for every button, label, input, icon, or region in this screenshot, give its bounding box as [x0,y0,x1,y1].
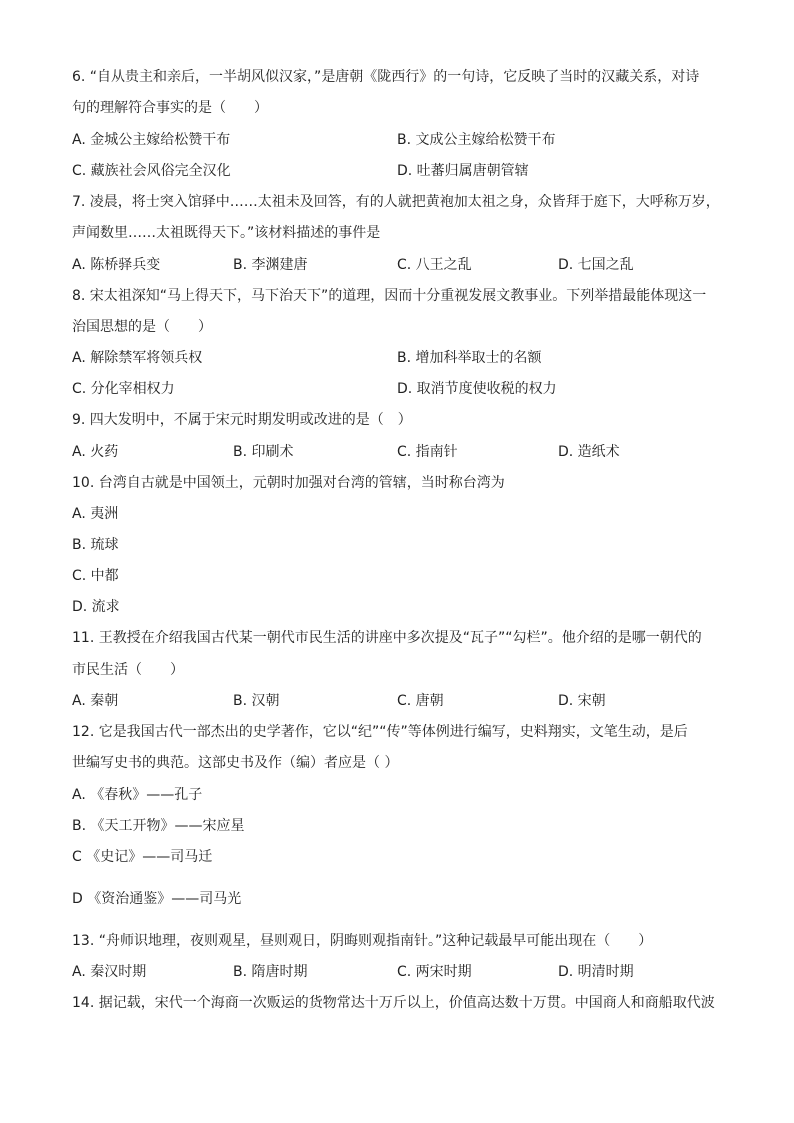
question-7-stem: 7. 凌晨，将士突入馆驿中……太祖未及回答，有的人就把黄袍加太祖之身，众皆拜于庭下，大呼称万岁， [72,194,720,210]
question-8-option-d: D. 取消节度使收税的权力 [397,381,557,397]
question-10-stem: 10. 台湾自古就是中国领土，元朝时加强对台湾的管辖，当时称台湾为 [72,475,505,491]
question-11-option-c: C. 唐朝 [397,693,444,709]
question-9-stem: 9. 四大发明中，不属于宋元时期发明或改进的是（ ） [72,412,412,428]
question-11-stem: 11. 王教授在介绍我国古代某一朝代市民生活的讲座中多次提及“瓦子”“勾栏”。他介绍的是哪一朝代的 [72,630,702,646]
question-12-option-b: B. 《天工开物》——宋应星 [72,818,245,834]
question-10-option-a: A. 夷洲 [72,506,119,522]
question-6-stem: 6. “自从贵主和亲后，一半胡风似汉家，”是唐朝《陇西行》的一句诗，它反映了当时的汉藏关系，对诗 [72,69,700,85]
question-11-option-a: A. 秦朝 [72,693,119,709]
question-8-option-a: A. 解除禁军将领兵权 [72,350,203,366]
question-12-stem: 12. 它是我国古代一部杰出的史学著作，它以“纪”“传”等体例进行编写，史料翔实，文笔生动，是后 [72,724,688,740]
question-7-option-b: B. 李渊建唐 [233,257,308,273]
question-12-stem-cont: 世编写史书的典范。这部史书及作（编）者应是（ ） [72,755,399,771]
question-6-option-b: B. 文成公主嫁给松赞干布 [397,132,556,148]
question-9-option-b: B. 印刷术 [233,444,294,460]
question-13-option-a: A. 秦汉时期 [72,964,147,980]
question-6-option-a: A. 金城公主嫁给松赞干布 [72,132,231,148]
question-8-stem: 8. 宋太祖深知“马上得天下，马下治天下”的道理，因而十分重视发展文教事业。下列举措最能体现这一 [72,288,707,304]
question-12-option-c: C 《史记》——司马迁 [72,849,213,865]
question-7-option-d: D. 七国之乱 [558,257,634,273]
question-6-stem-cont: 句的理解符合事实的是（ ） [72,100,268,116]
question-13-option-b: B. 隋唐时期 [233,964,308,980]
question-6-option-c: C. 藏族社会风俗完全汉化 [72,163,231,179]
question-8-option-b: B. 增加科举取士的名额 [397,350,542,366]
question-11-option-b: B. 汉朝 [233,693,280,709]
question-9-option-d: D. 造纸术 [558,444,620,460]
question-8-option-c: C. 分化宰相权力 [72,381,175,397]
question-12-option-d: D 《资治通鉴》——司马光 [72,891,242,907]
question-13-option-c: C. 两宋时期 [397,964,472,980]
question-7-option-a: A. 陈桥驿兵变 [72,257,161,273]
question-13-stem: 13. “舟师识地理，夜则观星，昼则观日，阴晦则观指南针。”这种记载最早可能出现在（ ） [72,933,653,949]
question-9-option-a: A. 火药 [72,444,119,460]
question-10-option-b: B. 琉球 [72,537,119,553]
question-6-option-d: D. 吐蕃归属唐朝管辖 [397,163,529,179]
question-9-option-c: C. 指南针 [397,444,458,460]
question-8-stem-cont: 治国思想的是（ ） [72,319,212,335]
question-10-option-c: C. 中都 [72,568,119,584]
question-11-option-d: D. 宋朝 [558,693,606,709]
question-13-option-d: D. 明清时期 [558,964,634,980]
question-7-stem-cont: 声闻数里……太祖既得天下。”该材料描述的事件是 [72,225,381,241]
question-7-option-c: C. 八王之乱 [397,257,472,273]
question-10-option-d: D. 流求 [72,599,120,615]
question-11-stem-cont: 市民生活（ ） [72,662,184,678]
question-12-option-a: A. 《春秋》——孔子 [72,787,203,803]
question-14-stem: 14. 据记载，宋代一个海商一次贩运的货物常达十万斤以上，价值高达数十万贯。中国商人和商船取代波 [72,995,715,1011]
